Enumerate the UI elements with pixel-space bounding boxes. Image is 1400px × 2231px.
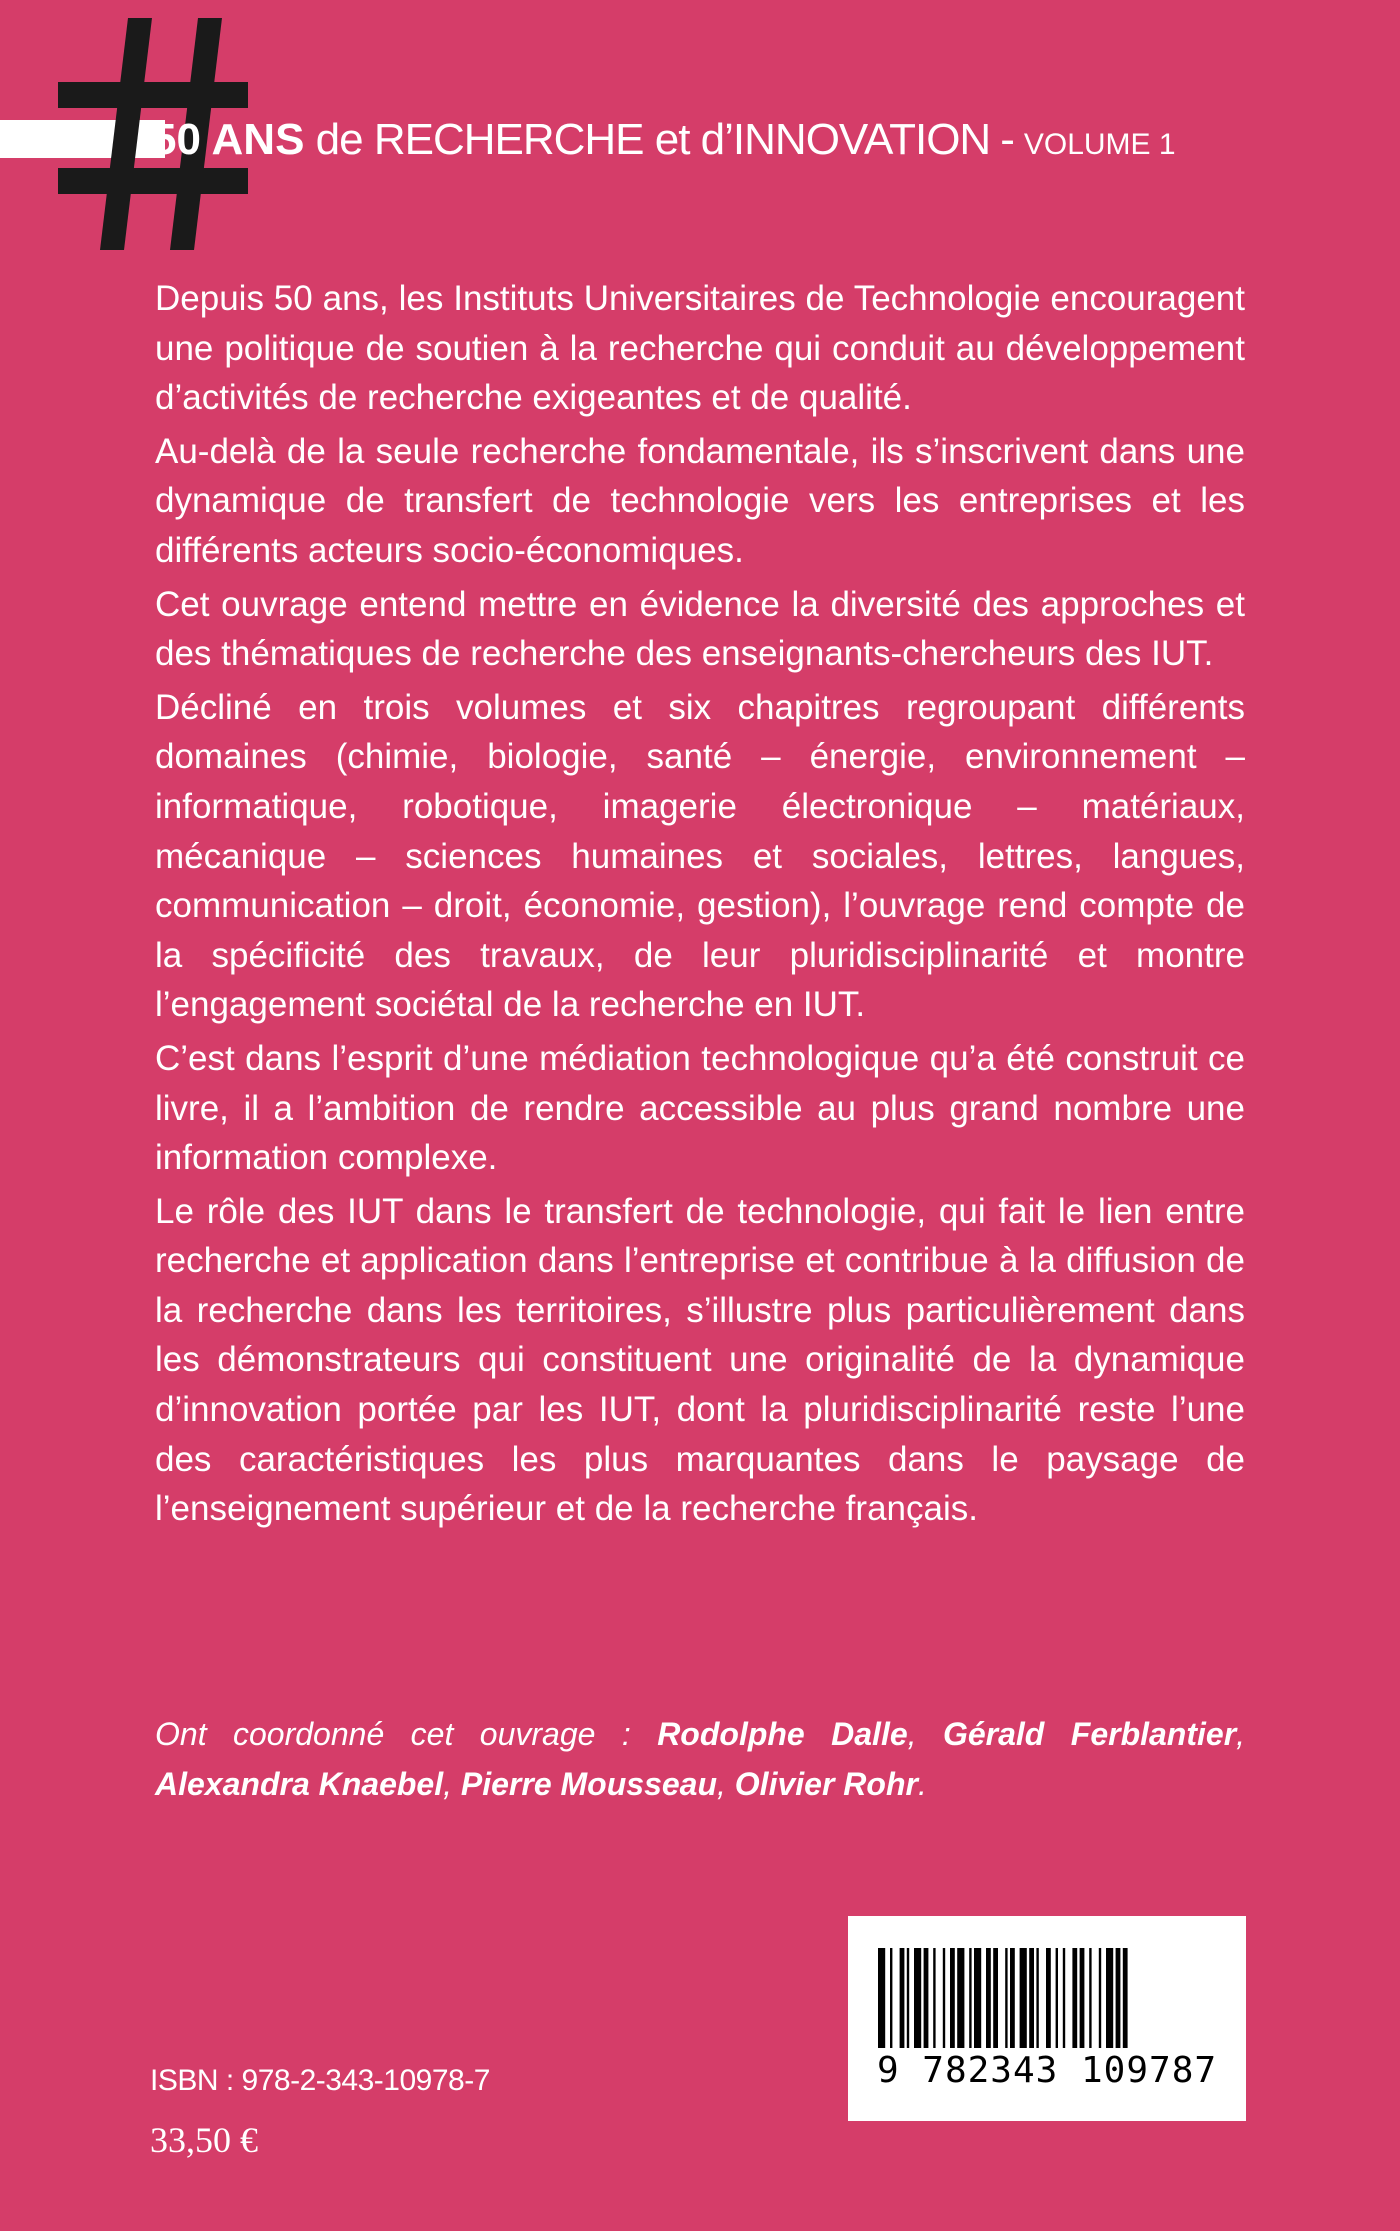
header-title: de RECHERCHE et d’INNOVATION: [315, 115, 991, 164]
coordinator-name: Gérald Ferblantier: [942, 1716, 1237, 1752]
coordinator-name: Alexandra Knaebel: [155, 1766, 444, 1802]
coordinator-name: Olivier Rohr: [734, 1766, 918, 1802]
barcode-digits: 9 782343 109787: [876, 2050, 1218, 2091]
header-years: 50 ANS: [152, 115, 305, 164]
barcode-bars-icon: [878, 1948, 1216, 2048]
price-label: 33,50 €: [150, 2120, 258, 2160]
paragraph-3: Cet ouvrage entend mettre en évidence la diversité des approches et des thématiques de recherche des enseignants-chercheurs des IUT.: [155, 584, 1245, 674]
series-header: [152, 112, 1176, 173]
coordinators-credit: Ont coordonné cet ouvrage : Rodolphe Dalle, Gérald Ferblantier, Alexandra Knaebel, Pierre Mousseau, Olivier Rohr.: [155, 1716, 1246, 1802]
paragraph-1: Depuis 50 ans, les Instituts Universitaires de Technologie encouragent une politique de soutien à la recherche qui conduit au développement d’activités de recherche exigeantes et de qualité.: [155, 279, 1245, 418]
header-volume: VOLUME 1: [1023, 128, 1176, 161]
barcode: [848, 1916, 1246, 2121]
paragraph-5: C’est dans l’esprit d’une médiation technologique qu’a été construit ce livre, il a l’ambition de rendre accessible au plus grand nombre une information complexe.: [155, 1038, 1245, 1178]
coordinator-name: Rodolphe Dalle: [657, 1716, 908, 1752]
isbn-label: ISBN : 978-2-343-10978-7: [150, 2064, 490, 2097]
paragraph-6: Le rôle des IUT dans le transfert de technologie, qui fait le lien entre recherche et application dans l’entreprise et contribue à la diffusion de la recherche dans les territoires, s’illustre plus particulièrement dans les démonstrateurs qui constituent une originalité de la dynamique d’innovation portée par les IUT, dont la pluridisciplinarité reste l’une des caractéristiques les plus marquantes dans le paysage de l’enseignement supérieur et de la recherche français.: [155, 1191, 1245, 1529]
coordinator-name: Pierre Mousseau: [460, 1766, 717, 1802]
header-separator: -: [1000, 115, 1014, 164]
paragraph-4: Décliné en trois volumes et six chapitres regroupant différents domaines (chimie, biologie, santé – énergie, environnement – informatique, robotique, imagerie électronique – matériaux, mécanique – sciences humaines et sociales, lettres, langues, communication – droit, économie, gestion), l’ouvrage rend compte de la spécificité des travaux, de leur pluridisciplinarité et montre l’engagement sociétal de la recherche en IUT.: [155, 687, 1245, 1025]
coordinators-intro: Ont coordonné cet ouvrage :: [155, 1716, 631, 1752]
back-cover-text: [155, 274, 1245, 1538]
paragraph-2: Au-delà de la seule recherche fondamentale, ils s’inscrivent dans une dynamique de transfert de technologie vers les entreprises et les différents acteurs socio-économiques.: [155, 431, 1245, 570]
